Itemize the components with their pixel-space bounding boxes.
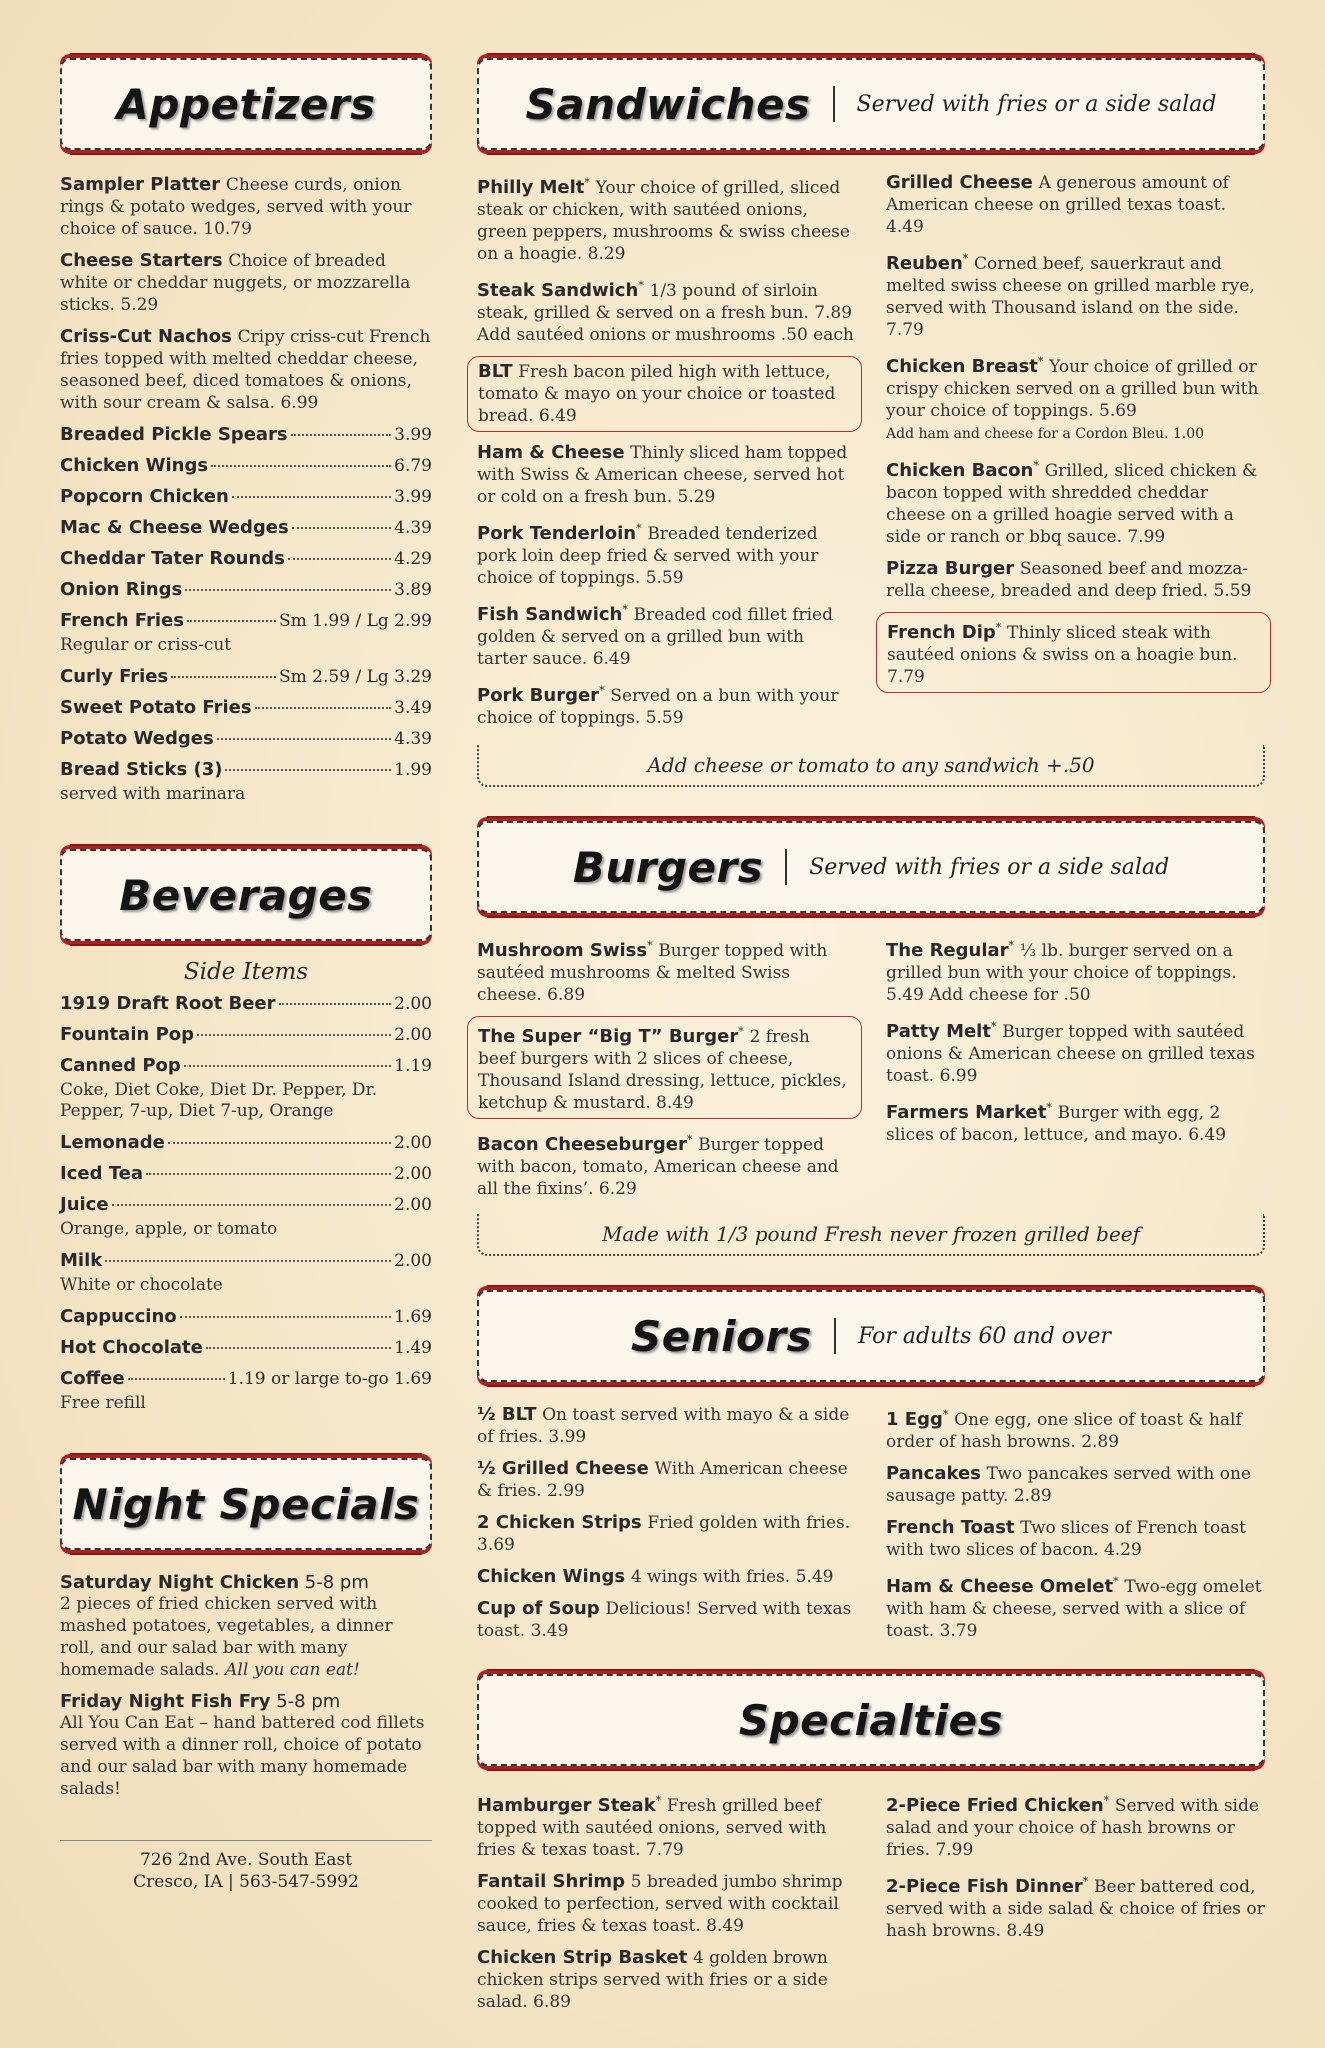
item-desc: Fresh grilled beef topped with sautéed onions, served with fries & texas toast. 7.79	[477, 1796, 827, 1860]
appetizers-list	[60, 174, 432, 805]
priced-item	[60, 1337, 432, 1359]
item-desc: Burger topped with sautéed mushrooms & melted Swiss cheese. 6.89	[477, 941, 828, 1005]
banner-divider	[834, 1318, 836, 1354]
appetizers-banner	[60, 58, 432, 150]
item-desc: Two pancakes served with one sausage patty. 2.89	[886, 1464, 1251, 1506]
priced-item	[60, 1306, 432, 1328]
specialties-title: Specialties	[738, 1695, 1004, 1745]
item-name: Patty Melt	[886, 1021, 991, 1042]
menu-item	[886, 1871, 1265, 1942]
item-time: 5-8 pm	[276, 1691, 341, 1712]
dot-leader	[146, 1173, 391, 1175]
item-desc: Cripy criss-cut French fries topped with melted cheddar cheese, seasoned beef, diced tomatoes & onions, with sour cream & salsa. 6.99	[60, 327, 431, 413]
item-name: Pizza Burger	[886, 558, 1015, 579]
priced-item	[60, 517, 432, 539]
item-name: Cup of Soup	[477, 1598, 600, 1619]
item-name: French Fries	[60, 610, 184, 631]
right-column	[477, 58, 1265, 2023]
item-name: Pancakes	[886, 1463, 981, 1484]
night-specials-title: Night Specials	[72, 1479, 420, 1529]
item-star: *	[942, 1408, 949, 1421]
sandwiches-note: Add cheese or tomato to any sandwich +.50	[477, 745, 1265, 787]
dot-leader	[171, 676, 276, 678]
dot-leader	[185, 589, 391, 591]
item-name: 2-Piece Fish Dinner	[886, 1876, 1083, 1897]
dot-leader	[225, 769, 391, 771]
address-city-phone: Cresco, IA | 563-547-5992	[133, 1872, 359, 1892]
priced-item	[60, 1250, 432, 1272]
item-name: Ham & Cheese	[477, 442, 625, 463]
item-desc: Thinly sliced ham topped with Swiss & American cheese, served hot or cold on a fresh bun. 5.29	[477, 443, 848, 507]
item-name: Ham & Cheese Omelet	[886, 1576, 1114, 1597]
item-name: Hot Chocolate	[60, 1337, 203, 1358]
item-name: Cappuccino	[60, 1306, 177, 1327]
item-name: Sweet Potato Fries	[60, 697, 252, 718]
address-block	[60, 1840, 432, 1893]
item-name: French Toast	[886, 1517, 1015, 1538]
sandwiches-title: Sandwiches	[525, 79, 811, 129]
item-price: 3.89	[394, 580, 432, 600]
item-name: Juice	[60, 1194, 109, 1215]
menu-item	[886, 1517, 1265, 1561]
priced-item	[60, 697, 432, 719]
priced-item	[60, 993, 432, 1015]
item-price: Sm 2.59 / Lg 3.29	[279, 667, 432, 687]
item-star: *	[1082, 1875, 1089, 1888]
item-desc: Choice of breaded white or cheddar nuggets, or mozzarella sticks. 5.29	[60, 251, 411, 315]
seniors-banner	[477, 1290, 1265, 1382]
item-name: 1919 Draft Root Beer	[60, 993, 276, 1014]
item-subline: Free refill	[60, 1393, 146, 1413]
banner-divider	[833, 86, 835, 122]
item-desc: Burger topped with bacon, tomato, American cheese and all the fixins’. 6.29	[477, 1135, 839, 1199]
dot-leader	[292, 527, 391, 529]
menu-item	[886, 351, 1265, 445]
menu-item	[886, 1097, 1265, 1146]
item-name: Breaded Pickle Spears	[60, 424, 288, 445]
item-desc: Your choice of grilled or crispy chicken served on a grilled bun with your choice of toppings. 5.69	[886, 357, 1259, 421]
item-name: Milk	[60, 1250, 103, 1271]
item-desc: Seasoned beef and mozza-rella cheese, breaded and deep fried. 5.59	[886, 559, 1252, 601]
item-name: 2-Piece Fried Chicken	[886, 1795, 1104, 1816]
menu-item	[477, 680, 856, 729]
menu-item	[477, 599, 856, 670]
specialties-banner	[477, 1674, 1265, 1766]
item-star: *	[636, 522, 642, 535]
menu-item	[477, 1947, 856, 2013]
beverages-title: Beverages	[119, 870, 373, 920]
specialties-list	[477, 1790, 1265, 2023]
item-name: Lemonade	[60, 1132, 165, 1153]
item-price: 2.00	[394, 1164, 432, 1184]
item-name: Fountain Pop	[60, 1024, 195, 1045]
item-star: *	[995, 621, 1002, 634]
item-star: *	[1033, 459, 1039, 472]
item-name: The Regular	[886, 940, 1009, 961]
item-star: *	[1103, 1794, 1110, 1807]
item-name: Reuben	[886, 253, 963, 274]
priced-item	[60, 666, 432, 688]
menu-item	[477, 1512, 856, 1556]
item-name: Chicken Wings	[60, 455, 209, 476]
menu-item	[60, 174, 432, 240]
item-desc: Your choice of grilled, sliced steak or chicken, with sautéed onions, green peppers, mushrooms & swiss cheese on a hoagie. 8.29	[477, 178, 850, 264]
dot-leader	[288, 558, 391, 560]
item-desc: Burger topped with sautéed onions & American cheese on grilled texas toast. 6.99	[886, 1022, 1255, 1086]
appetizers-title: Appetizers	[116, 79, 376, 129]
dot-leader	[184, 1065, 391, 1067]
item-name: Bread Sticks (3)	[60, 759, 223, 780]
menu-item	[886, 558, 1265, 602]
dot-leader	[232, 496, 391, 498]
item-price: Sm 1.99 / Lg 2.99	[279, 611, 432, 631]
dot-leader	[255, 707, 392, 709]
item-name: Mac & Cheese Wedges	[60, 517, 289, 538]
night-specials-banner	[60, 1458, 432, 1550]
item-star: *	[647, 939, 653, 952]
menu-item	[477, 1566, 856, 1588]
beverages-banner	[60, 849, 432, 941]
item-subline: White or chocolate	[60, 1275, 223, 1295]
item-desc: 4 golden brown chicken strips served with fries or a side salad. 6.89	[477, 1948, 828, 2012]
priced-item	[60, 548, 432, 570]
menu-item	[477, 1598, 856, 1642]
dot-leader	[168, 1142, 391, 1144]
item-name: 1 Egg	[886, 1409, 943, 1430]
item-desc: A generous amount of American cheese on grilled texas toast. 4.49	[886, 173, 1229, 237]
item-name: Fish Sandwich	[477, 604, 623, 625]
item-price: 2.00	[394, 1195, 432, 1215]
item-star: *	[990, 1020, 997, 1033]
item-name: Chicken Bacon	[886, 460, 1034, 481]
menu-item	[477, 172, 856, 265]
priced-item	[60, 1368, 432, 1390]
burgers-note: Made with 1/3 pound Fresh never frozen grilled beef	[477, 1214, 1265, 1256]
item-time: 5-8 pm	[304, 1572, 369, 1593]
item-name: Iced Tea	[60, 1163, 143, 1184]
item-price: 1.69	[394, 1307, 432, 1327]
item-desc: Thinly sliced steak with sautéed onions & swiss on a hoagie bun. 7.79	[887, 623, 1238, 687]
item-price: 1.49	[394, 1338, 432, 1358]
item-subline: Coke, Diet Coke, Diet Dr. Pepper, Dr. Pepper, 7-up, Diet 7-up, Orange	[60, 1080, 378, 1121]
menu-item	[886, 1404, 1265, 1453]
item-name: ½ Grilled Cheese	[477, 1458, 649, 1479]
item-name: Coffee	[60, 1368, 125, 1389]
item-price: 6.79	[394, 456, 432, 476]
dot-leader	[197, 1034, 391, 1036]
item-desc: Fresh bacon piled high with lettuce, tomato & mayo on your choice or toasted bread. 6.49	[478, 362, 836, 426]
item-name: Cheese Starters	[60, 250, 223, 271]
item-desc: Delicious! Served with texas toast. 3.49	[477, 1599, 852, 1641]
item-star: *	[622, 603, 628, 616]
menu-item	[886, 1016, 1265, 1087]
item-desc: All You Can Eat – hand battered cod fillets served with a dinner roll, choice of potato and our salad bar with many homemade salads!	[60, 1713, 425, 1799]
menu-item	[60, 1691, 432, 1800]
menu-item	[886, 1463, 1265, 1507]
item-desc: Served on a bun with your choice of toppings. 5.59	[477, 686, 839, 728]
menu-item	[477, 935, 856, 1006]
menu-item	[886, 1571, 1265, 1642]
menu-item	[886, 1790, 1265, 1861]
item-desc: 1/3 pound of sirloin steak, grilled & served on a fresh bun. 7.89 Add sautéed onions or mushrooms .50 each	[477, 281, 854, 345]
dot-leader	[128, 1378, 225, 1380]
item-name: Grilled Cheese	[886, 172, 1033, 193]
item-price: 2.00	[394, 1251, 432, 1271]
burgers-title: Burgers	[572, 842, 764, 892]
dot-leader	[206, 1347, 391, 1349]
item-star: *	[638, 279, 644, 292]
burgers-list	[477, 935, 1265, 1210]
item-name: Chicken Wings	[477, 1566, 626, 1587]
menu-item	[477, 442, 856, 508]
item-desc: ⅓ lb. burger served on a grilled bun with your choice of toppings. 5.49 Add cheese for .50	[886, 941, 1237, 1005]
item-price: 2.00	[394, 1025, 432, 1045]
dot-leader	[105, 1260, 391, 1262]
item-subline: Orange, apple, or tomato	[60, 1219, 278, 1239]
item-star: *	[655, 1794, 662, 1807]
priced-item	[60, 1194, 432, 1216]
dot-leader	[217, 738, 391, 740]
menu-item	[477, 1458, 856, 1502]
sandwiches-subtitle: Served with fries or a side salad	[856, 91, 1217, 117]
item-price: 4.39	[394, 518, 432, 538]
menu-item	[886, 455, 1265, 548]
menu-item	[886, 172, 1265, 238]
seniors-subtitle: For adults 60 and over	[858, 1323, 1111, 1349]
item-name: Criss-Cut Nachos	[60, 326, 232, 347]
item-desc: 2 fresh beef burgers with 2 slices of cheese, Thousand Island dressing, lettuce, pickles, ketchup & mustard. 8.49	[478, 1027, 847, 1113]
priced-item	[60, 1132, 432, 1154]
dot-leader	[180, 1316, 392, 1318]
menu-item	[477, 1871, 856, 1937]
left-column	[60, 58, 432, 1893]
item-price: 3.49	[394, 698, 432, 718]
night-specials-list	[60, 1572, 432, 1800]
seniors-list	[477, 1404, 1265, 1652]
priced-item	[60, 1024, 432, 1046]
item-price: 4.29	[394, 549, 432, 569]
banner-divider	[785, 849, 787, 885]
dot-leader	[279, 1003, 392, 1005]
menu-item	[60, 326, 432, 414]
seniors-title: Seniors	[630, 1311, 813, 1361]
item-name: Mushroom Swiss	[477, 940, 648, 961]
item-price: 3.99	[394, 487, 432, 507]
item-name: Cheddar Tater Rounds	[60, 548, 285, 569]
menu-item	[876, 612, 1271, 693]
item-name: Onion Rings	[60, 579, 183, 600]
item-desc: Corned beef, sauerkraut and melted swiss cheese on grilled marble rye, served with Thousand island on the side. 7.79	[886, 254, 1255, 340]
item-name: 2 Chicken Strips	[477, 1512, 642, 1533]
item-desc: Breaded tenderized pork loin deep fried & served with your choice of toppings. 5.59	[477, 524, 819, 588]
item-name: The Super “Big T” Burger	[478, 1026, 739, 1047]
item-price: 2.00	[394, 994, 432, 1014]
menu-item	[477, 1129, 856, 1200]
item-desc: One egg, one slice of toast & half order of hash browns. 2.89	[886, 1410, 1242, 1452]
item-name: Steak Sandwich	[477, 280, 639, 301]
item-emphasis: All you can eat!	[225, 1660, 360, 1680]
item-name: Friday Night Fish Fry	[60, 1691, 271, 1712]
item-desc: Breaded cod fillet fried golden & served on a grilled bun with tarter sauce. 6.49	[477, 605, 833, 669]
menu-item	[477, 275, 856, 346]
beverages-list	[60, 993, 432, 1414]
burgers-subtitle: Served with fries or a side salad	[809, 854, 1170, 880]
item-name: Saturday Night Chicken	[60, 1572, 300, 1593]
item-star: *	[1008, 939, 1015, 952]
item-price: 3.99	[394, 425, 432, 445]
item-desc: With American cheese & fries. 2.99	[477, 1459, 848, 1501]
item-desc: 2 pieces of fried chicken served with mashed potatoes, vegetables, a dinner roll, and our salad bar with many homemade salads.	[60, 1594, 393, 1680]
priced-item	[60, 1055, 432, 1077]
item-price: 1.99	[394, 760, 432, 780]
item-subline: Regular or criss-cut	[60, 635, 232, 655]
menu-item	[477, 1404, 856, 1448]
item-price: 1.19	[394, 1056, 432, 1076]
menu-item	[886, 248, 1265, 341]
item-star: *	[599, 684, 605, 697]
priced-item	[60, 486, 432, 508]
item-name: Popcorn Chicken	[60, 486, 229, 507]
item-name: Bacon Cheeseburger	[477, 1134, 687, 1155]
item-desc: 4 wings with fries. 5.49	[630, 1567, 834, 1587]
dot-leader	[291, 434, 392, 436]
priced-item	[60, 610, 432, 632]
menu-item	[467, 1016, 862, 1119]
priced-item	[60, 759, 432, 781]
item-star: *	[962, 252, 969, 265]
item-name: Potato Wedges	[60, 728, 214, 749]
item-desc: On toast served with mayo & a side of fries. 3.99	[477, 1405, 850, 1447]
sandwiches-banner	[477, 58, 1265, 150]
item-desc: Two slices of French toast with two slices of bacon. 4.29	[886, 1518, 1246, 1560]
item-name: Pork Burger	[477, 685, 600, 706]
item-desc: Fried golden with fries. 3.69	[477, 1513, 851, 1555]
item-subline: served with marinara	[60, 784, 246, 804]
burgers-banner	[477, 821, 1265, 913]
item-name: Chicken Breast	[886, 356, 1038, 377]
item-price: 1.19 or large to-go 1.69	[227, 1369, 432, 1389]
address-street: 726 2nd Ave. South East	[139, 1850, 353, 1870]
dot-leader	[112, 1204, 392, 1206]
item-name: Sampler Platter	[60, 174, 221, 195]
item-desc: Two-egg omelet with ham & cheese, served with a slice of toast. 3.79	[886, 1577, 1262, 1641]
item-desc: Burger with egg, 2 slices of bacon, lettuce, and mayo. 6.49	[886, 1103, 1227, 1145]
item-name: Hamburger Steak	[477, 1795, 656, 1816]
menu-item	[60, 250, 432, 316]
item-name: Farmers Market	[886, 1102, 1047, 1123]
item-star: *	[1113, 1575, 1119, 1588]
item-desc: Served with side salad and your choice of hash browns or fries. 7.99	[886, 1796, 1259, 1860]
menu-item	[886, 935, 1265, 1006]
dot-leader	[187, 620, 276, 622]
item-star: *	[686, 1133, 693, 1146]
item-name: French Dip	[887, 622, 996, 643]
item-name: Fantail Shrimp	[477, 1871, 626, 1892]
item-name: Pork Tenderloin	[477, 523, 637, 544]
item-star: *	[584, 176, 590, 189]
item-note: Add ham and cheese for a Cordon Bleu. 1.00	[886, 426, 1205, 442]
menu-item	[477, 518, 856, 589]
dot-leader	[211, 465, 391, 467]
item-star: *	[738, 1025, 744, 1038]
item-price: 4.39	[394, 729, 432, 749]
item-name: BLT	[478, 361, 513, 382]
sandwiches-list	[477, 172, 1265, 739]
item-desc: Grilled, sliced chicken & bacon topped with shredded cheddar cheese on a grilled hoagie served with a side or ranch or bbq sauce. 7.99	[886, 461, 1258, 547]
side-items-heading: Side Items	[183, 959, 309, 985]
item-name: Philly Melt	[477, 177, 585, 198]
item-star: *	[1037, 355, 1044, 368]
item-desc: Cheese curds, onion rings & potato wedges, served with your choice of sauce. 10.79	[60, 175, 412, 239]
item-name: Chicken Strip Basket	[477, 1947, 688, 1968]
menu-item	[467, 356, 862, 432]
item-star: *	[1046, 1101, 1052, 1114]
priced-item	[60, 424, 432, 446]
priced-item	[60, 455, 432, 477]
menu-item	[60, 1572, 432, 1681]
priced-item	[60, 728, 432, 750]
item-price: 2.00	[394, 1133, 432, 1153]
priced-item	[60, 1163, 432, 1185]
menu-item	[477, 1790, 856, 1861]
priced-item	[60, 579, 432, 601]
item-name: Curly Fries	[60, 666, 169, 687]
item-desc: 5 breaded jumbo shrimp cooked to perfection, served with cocktail sauce, fries & texas toast. 8.49	[477, 1872, 843, 1936]
item-name: ½ BLT	[477, 1404, 537, 1425]
item-name: Canned Pop	[60, 1055, 181, 1076]
item-desc: Beer battered cod, served with a side salad & choice of fries or hash browns. 8.49	[886, 1877, 1265, 1941]
